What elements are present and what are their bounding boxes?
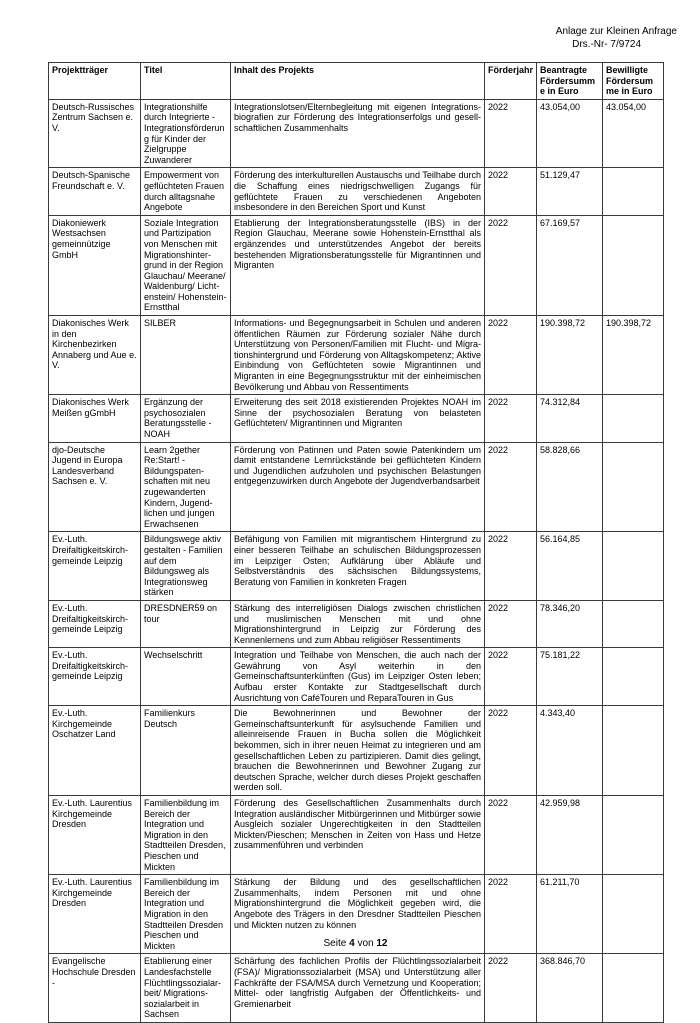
cell-foerderjahr: 2022 <box>485 168 537 215</box>
cell-beantragte-summe: 67.169,57 <box>537 215 603 315</box>
cell-bewilligte-summe <box>603 600 664 647</box>
cell-projekttraeger: Ev.-Luth. Kirchgemeinde Oschatzer Land <box>49 706 141 796</box>
cell-inhalt: Schärfung des fachlichen Profils der Flüchtlingssozialarbeit (FSA)/ Migrationssozialarbeit (MSA) und Unterstützung aller Fachkräfte der FSA/MSA durch Vernetzung und Kooperation; Mittel- oder langfristig Aufgaben der Öffentlichkeits- und Gremienarbeit <box>231 954 485 1023</box>
cell-foerderjahr: 2022 <box>485 316 537 395</box>
cell-inhalt: Stärkung der Bildung und des gesellschaftlichen Zusammenhalts, indem Personen mit und ohne Migrationshintergrund die Möglichkeit gegeben wird, die Angebote des Trägers in den Dresdner Stadtteilen Pieschen und Mickten nutzen zu können <box>231 875 485 954</box>
cell-projekttraeger: Deutsch-Russisches Zentrum Sachsen e. V. <box>49 99 141 168</box>
cell-bewilligte-summe <box>603 532 664 601</box>
cell-titel: Familienkurs Deutsch <box>141 706 231 796</box>
cell-inhalt: Förderung von Patinnen und Paten sowie Patenkindern um damit entstandene Lernrückstände bei geflüchteten Kindern und Jugendlichen aufzuholen und psychischen Belastungen entgegenzuwirken durch Angebote der Jugendverbandsarbeit <box>231 442 485 532</box>
table-row <box>49 648 664 706</box>
table-row <box>49 442 664 532</box>
header-title: Anlage zur Kleinen Anfrage <box>555 26 677 37</box>
cell-inhalt: Etablierung der Integrationsberatungsstelle (IBS) in der Region Glauchau, Meerane sowie Hohenstein-Ernstthal als ergänzendes und unterstützendes Angebot der bereits bestehenden Migrationsberatungsstelle für Migrantinnen und Migranten <box>231 215 485 315</box>
cell-bewilligte-summe: 190.398,72 <box>603 316 664 395</box>
table-header-row <box>49 63 664 100</box>
cell-foerderjahr: 2022 <box>485 395 537 442</box>
table-row <box>49 215 664 315</box>
cell-projekttraeger: Diakoniewerk Westsachsen gemeinnützige GmbH <box>49 215 141 315</box>
cell-foerderjahr: 2022 <box>485 99 537 168</box>
cell-beantragte-summe: 190.398,72 <box>537 316 603 395</box>
cell-beantragte-summe: 56.164,85 <box>537 532 603 601</box>
cell-inhalt: Stärkung des interreligiösen Dialogs zwischen christlichen und muslimischen Menschen mit und ohne Migrationshintergrund in Leipzig zur Förderung des Kennenlernens und zum Abbau religiöser Ressentiments <box>231 600 485 647</box>
cell-beantragte-summe: 368.846,70 <box>537 954 603 1023</box>
table-row <box>49 395 664 442</box>
cell-inhalt: Erweiterung des seit 2018 existierenden Projektes NOAH im Sinne der psychosozialen Beratung von belasteten Geflüchteten/ Migrantinnen und Migranten <box>231 395 485 442</box>
col-header-foerderjahr: Förderjahr <box>485 63 537 100</box>
cell-titel: DRESDNER59 on tour <box>141 600 231 647</box>
cell-titel: SILBER <box>141 316 231 395</box>
cell-beantragte-summe: 58.828,66 <box>537 442 603 532</box>
cell-titel: Etablierung einer Landesfachstelle Flüchtlingssozialar-beit/ Migrations-sozialarbeit in Sachsen <box>141 954 231 1023</box>
cell-projekttraeger: Evangelische Hochschule Dresden - <box>49 954 141 1023</box>
cell-beantragte-summe: 42.959,98 <box>537 796 603 875</box>
cell-foerderjahr: 2022 <box>485 954 537 1023</box>
col-header-projekttraeger: Projektträger <box>49 63 141 100</box>
cell-projekttraeger: Ev.-Luth. Laurentius Kirchgemeinde Dresden <box>49 796 141 875</box>
cell-beantragte-summe: 75.181,22 <box>537 648 603 706</box>
table-row <box>49 532 664 601</box>
cell-bewilligte-summe <box>603 648 664 706</box>
cell-titel: Bildungswege aktiv gestalten - Familien auf dem Bildungsweg als Integrationsweg stärken <box>141 532 231 601</box>
table-row <box>49 316 664 395</box>
cell-inhalt: Befähigung von Familien mit migrantischem Hintergrund zu einer besseren Teilhabe an schulischen Bildungsprozessen im Leipziger Osten; Aufklärung über Abläufe und Selbstverständnis des sächsischen Bildungssystems, Beratung von Familien in konkreten Fragen <box>231 532 485 601</box>
cell-bewilligte-summe <box>603 706 664 796</box>
cell-projekttraeger: Diakonisches Werk in den Kirchenbezirken Annaberg und Aue e. V. <box>49 316 141 395</box>
cell-bewilligte-summe <box>603 954 664 1023</box>
table-row <box>49 796 664 875</box>
footer-label-von: von <box>357 938 374 949</box>
page-footer <box>48 938 663 949</box>
footer-page-number: 4 <box>349 938 355 949</box>
cell-foerderjahr: 2022 <box>485 215 537 315</box>
funding-table <box>48 62 664 1023</box>
cell-inhalt: Integrationslotsen/Elternbegleitung mit eigenen Integrations-biografien zur Förderung des Integrationserfolgs und gesell-schaftlichen Zusammenhalts <box>231 99 485 168</box>
cell-titel: Ergänzung der psychosozialen Beratungsstelle - NOAH <box>141 395 231 442</box>
cell-projekttraeger: Diakonisches Werk Meißen gGmbH <box>49 395 141 442</box>
cell-bewilligte-summe: 43.054,00 <box>603 99 664 168</box>
cell-projekttraeger: Ev.-Luth. Dreifaltigkeitskirch-gemeinde Leipzig <box>49 648 141 706</box>
footer-total-pages: 12 <box>376 938 388 949</box>
cell-beantragte-summe: 74.312,84 <box>537 395 603 442</box>
table-row <box>49 600 664 647</box>
table-body <box>49 99 664 1022</box>
cell-titel: Learn 2gether Re:Start! - Bildungspaten-schaften mit neu zugewanderten Kindern, Jugend-lichen und jungen Erwachsenen <box>141 442 231 532</box>
cell-inhalt: Integration und Teilhabe von Menschen, die auch nach der Gewährung von Asyl weiterhin in den Gemeinschaftsunterkünften (Gus) im Leipziger Osten leben; Aufbau erster Kontakte zur Stadtgesellschaft durch Ausrichtung von CaféTouren und ReparaTouren in Gus <box>231 648 485 706</box>
cell-bewilligte-summe <box>603 395 664 442</box>
cell-inhalt: Förderung des Gesellschaftlichen Zusammenhalts durch Integration ausländischer Mitbürgerinnen und Mitbürger sowie Ausgleich sozialer Ungerechtigkeiten in den Stadtteilen Mickten/Pieschen; Menschen in Zeiten von Hass und Hetze zusammenführen und verbinden <box>231 796 485 875</box>
cell-foerderjahr: 2022 <box>485 648 537 706</box>
cell-beantragte-summe: 4.343,40 <box>537 706 603 796</box>
cell-projekttraeger: Deutsch-Spanische Freundschaft e. V. <box>49 168 141 215</box>
table-row <box>49 706 664 796</box>
col-header-titel: Titel <box>141 63 231 100</box>
table-row <box>49 99 664 168</box>
cell-inhalt: Die Bewohnerinnen und Bewohner der Gemeinschaftsunterkunft für asylsuchende Familien und alleinreisende Frauen in Bucha sollen die Möglichkeit bekommen, sich in ihrer neuen Heimat zu integrieren und am gesellschaftlichen Leben zu partizipieren. Damit dies gelingt, brauchen die Bewohnerinnen und Bewohner Zugang zur deutschen Sprache, welcher durch dieses Projekt geschaffen werden soll. <box>231 706 485 796</box>
cell-beantragte-summe: 43.054,00 <box>537 99 603 168</box>
cell-beantragte-summe: 61.211,70 <box>537 875 603 954</box>
cell-foerderjahr: 2022 <box>485 442 537 532</box>
col-header-inhalt: Inhalt des Projekts <box>231 63 485 100</box>
cell-projekttraeger: Ev.-Luth. Dreifaltigkeitskirch-gemeinde Leipzig <box>49 532 141 601</box>
col-header-beantragte-summe: Beantragte Fördersumme in Euro <box>537 63 603 100</box>
cell-titel: Soziale Integration und Partizipation von Menschen mit Migrationshinter-grund in der Region Glauchau/ Meerane/ Waldenburg/ Licht-enstein/ Hohenstein-Ernstthal <box>141 215 231 315</box>
cell-foerderjahr: 2022 <box>485 600 537 647</box>
cell-projekttraeger: djo-Deutsche Jugend in Europa Landesverband Sachsen e. V. <box>49 442 141 532</box>
cell-bewilligte-summe <box>603 215 664 315</box>
cell-titel: Empowerment von geflüchteten Frauen durch alltagsnahe Angebote <box>141 168 231 215</box>
footer-label-seite: Seite <box>323 938 347 949</box>
cell-titel: Integrationshilfe durch Integrierte - Integrationsförderung für Kinder der Zielgruppe Zuwanderer <box>141 99 231 168</box>
col-header-bewilligte-summe: Bewilligte Fördersumme in Euro <box>603 63 664 100</box>
cell-bewilligte-summe <box>603 168 664 215</box>
cell-beantragte-summe: 78.346,20 <box>537 600 603 647</box>
cell-projekttraeger: Ev.-Luth. Dreifaltigkeitskirch-gemeinde Leipzig <box>49 600 141 647</box>
cell-inhalt: Informations- und Begegnungsarbeit in Schulen und anderen öffentlichen Räumen zur Förderung sozialer Nähe durch Unterstützung von Personen/Familien mit Flucht- und Migra-tionshintergrund und Förderung von Alltagskompetenz; Aktive Einbindung von Geflüchteten sowie Migrantinnen und Migranten in eine Begegnungsstruktur mit der einheimischen Bevölkerung und Abbau von Ressentiments <box>231 316 485 395</box>
table-row <box>49 954 664 1023</box>
cell-beantragte-summe: 51.129,47 <box>537 168 603 215</box>
document-header <box>556 26 677 51</box>
cell-foerderjahr: 2022 <box>485 796 537 875</box>
table-row <box>49 168 664 215</box>
cell-bewilligte-summe <box>603 442 664 532</box>
cell-bewilligte-summe <box>603 796 664 875</box>
header-drucksache-number: Drs.-Nr- 7/9724 <box>572 38 641 50</box>
cell-foerderjahr: 2022 <box>485 532 537 601</box>
cell-projekttraeger: Ev.-Luth. Laurentius Kirchgemeinde Dresden <box>49 875 141 954</box>
cell-foerderjahr: 2022 <box>485 875 537 954</box>
cell-titel: Wechselschritt <box>141 648 231 706</box>
cell-inhalt: Förderung des interkulturellen Austauschs und Teilhabe durch die Schaffung eines niedrigschwelligen Zugangs für geflüchtete Frauen zu verschiedenen Angeboten insbesondere in den Bereichen Sport und Kunst <box>231 168 485 215</box>
cell-titel: Familienbildung im Bereich der Integration und Migration in den Stadtteilen Dresden Pieschen und Mickten <box>141 875 231 954</box>
cell-foerderjahr: 2022 <box>485 706 537 796</box>
cell-titel: Familienbildung im Bereich der Integration und Migration in den Stadtteilen Dresden, Pieschen und Mickten <box>141 796 231 875</box>
